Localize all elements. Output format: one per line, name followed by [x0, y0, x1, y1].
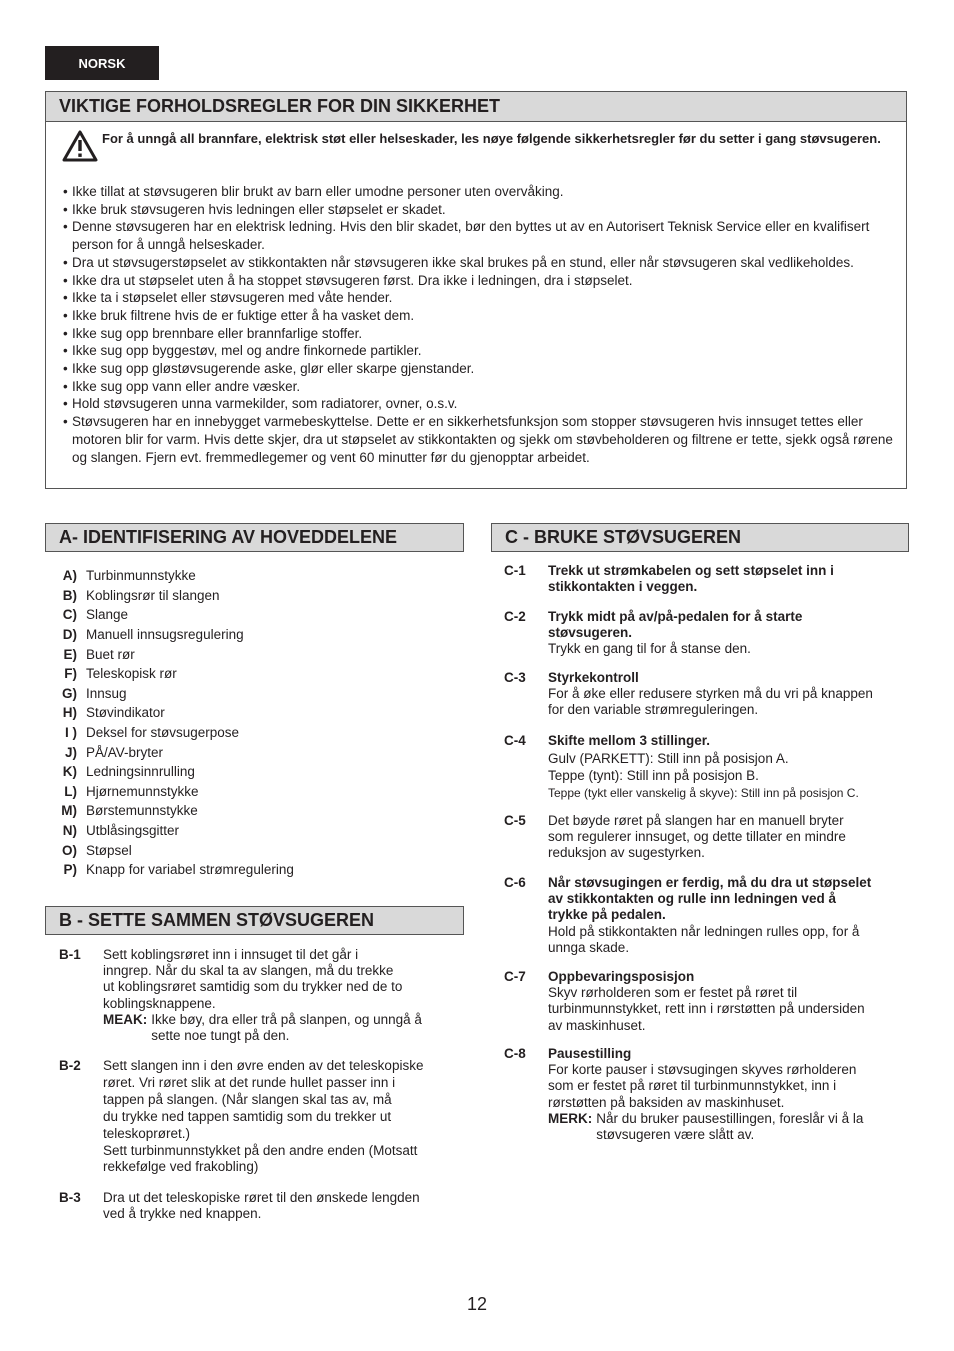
step-number: C-2	[504, 609, 526, 624]
part-text: Støpsel	[86, 842, 132, 858]
step-number: C-5	[504, 813, 526, 828]
note-line: Ikke bøy, dra eller trå på slanpen, og unngå å	[151, 1011, 422, 1027]
note-label: MEAK:	[103, 1011, 148, 1027]
step-number: B-1	[59, 947, 81, 962]
step-number: B-3	[59, 1190, 81, 1205]
step-line: ved å trykke ned knappen.	[103, 1206, 262, 1222]
part-label: N)	[62, 823, 77, 839]
part-item	[52, 840, 452, 860]
step-line: unnga skade.	[548, 939, 630, 955]
step-line: du trykke ned tappen samtidig som du trekker ut	[103, 1108, 392, 1124]
note-label: MERK:	[548, 1110, 593, 1126]
part-item	[52, 762, 452, 782]
page-number: 12	[466, 1294, 488, 1314]
note-line: sette noe tungt på den.	[151, 1028, 290, 1044]
part-label: C)	[62, 607, 77, 623]
step-c3	[504, 670, 904, 719]
step-line: Når støvsugingen er ferdig, må du dra ut støpselet	[548, 875, 872, 890]
step-line: stikkontakten i veggen.	[548, 579, 698, 595]
step-c4	[504, 732, 904, 802]
part-label: H)	[62, 705, 77, 721]
part-item	[52, 801, 452, 821]
safety-item: • Denne støvsugeren har en elektrisk ledning. Hvis den blir skadet, bør den byttes ut av en Autorisert Teknisk Service eller en kvalifisert person for å unngå helseskader.	[60, 218, 902, 253]
part-item	[52, 605, 452, 625]
step-line: Trykk en gang til for å stanse den.	[548, 641, 751, 657]
part-item	[52, 782, 452, 802]
part-item	[52, 860, 452, 880]
warning-triangle-icon	[62, 130, 98, 162]
warning-row	[62, 130, 892, 162]
step-c1	[504, 563, 904, 595]
safety-box	[45, 91, 907, 489]
step-line: støvsugeren.	[548, 625, 633, 641]
part-text: Knapp for variabel strømregulering	[86, 862, 294, 878]
part-label: K)	[62, 764, 77, 780]
safety-item: • Dra ut støvsugerstøpselet av stikkontakten når støvsugeren ikke skal brukes på en stund, eller når støvsugeren skal vedlikeholdes.	[60, 254, 902, 272]
step-line: av stikkontakten og rulle inn ledningen ved å	[548, 891, 837, 907]
step-number: C-8	[504, 1046, 526, 1061]
part-item	[52, 644, 452, 664]
step-line: Sett turbinmunnstykket på den andre enden (Motsatt	[103, 1142, 418, 1158]
step-line: røret. Vri røret slik at det runde hullet passer inn i	[103, 1074, 396, 1090]
part-text: Deksel for støvsugerpose	[86, 725, 240, 741]
part-label: D)	[62, 627, 77, 643]
warning-text: For å unngå all brannfare, elektrisk støt eller helseskader, les nøye følgende sikkerhetsregler før du setter i gang støvsugeren.	[102, 131, 881, 146]
part-label: E)	[63, 646, 77, 662]
part-text: Turbinmunnstykke	[86, 568, 196, 584]
step-line: reduksjon av sugestyrken.	[548, 845, 705, 861]
step-line: For å øke eller redusere styrken må du vri på knappen	[548, 686, 873, 702]
step-line: som er festet på røret til turbinmunnstykket, inn i	[548, 1078, 837, 1094]
language-tab: NORSK	[45, 46, 159, 80]
step-line: Skifte mellom 3 stillinger.	[548, 733, 711, 748]
part-text: Børstemunnstykke	[86, 803, 198, 819]
part-label: A)	[62, 568, 77, 584]
part-label: B)	[62, 587, 77, 603]
safety-item: • Ikke sug opp brennbare eller brannfarlige stoffer.	[60, 325, 902, 343]
part-label: M)	[61, 803, 77, 819]
step-line: Trykk midt på av/på-pedalen for å starte	[548, 609, 803, 624]
step-c5	[504, 813, 904, 862]
step-line: som regulerer innsuget, og dette tillater en mindre	[548, 829, 846, 845]
step-b2	[59, 1058, 459, 1176]
step-line: tappen på slangen. (Når slangen skal tas av, må	[103, 1091, 392, 1107]
part-text: Hjørnemunnstykke	[86, 783, 199, 799]
step-line: inngrep. Når du skal ta av slangen, må du trekke	[103, 963, 394, 979]
safety-item: • Ikke sug opp gløstøvsugerende aske, glør eller skarpe gjenstander.	[60, 360, 902, 378]
part-text: Manuell innsugsregulering	[86, 627, 244, 643]
safety-item: • Ikke sug opp byggestøv, mel og andre finkornede partikler.	[60, 342, 902, 360]
step-line: Pausestilling	[548, 1046, 632, 1061]
step-line: Sett slangen inn i den øvre enden av det teleskopiske	[103, 1058, 424, 1073]
safety-title: VIKTIGE FORHOLDSREGLER FOR DIN SIKKERHET	[46, 92, 906, 122]
step-number: C-3	[504, 670, 526, 685]
step-line: rørstøtten på baksiden av maskinhuset.	[548, 1094, 785, 1110]
step-c2	[504, 609, 904, 658]
step-line: Teppe (tykt eller vanskelig å skyve): Still inn på posisjon C.	[548, 785, 859, 800]
step-line: Det bøyde røret på slangen har en manuell bryter	[548, 813, 844, 828]
step-line: Teppe (tynt): Still inn på posisjon B.	[548, 768, 759, 783]
part-label: L)	[64, 783, 77, 799]
parts-list	[52, 566, 452, 880]
step-line: teleskoprøret.)	[103, 1125, 191, 1141]
section-b-title: B - SETTE SAMMEN STØVSUGEREN	[45, 906, 464, 935]
note-line: støvsugeren være slått av.	[596, 1127, 755, 1143]
part-text: Utblåsingsgitter	[86, 823, 180, 839]
step-line: for den variable strømreguleringen.	[548, 702, 759, 718]
step-line: Dra ut det teleskopiske røret til den ønskede lengden	[103, 1190, 420, 1205]
part-item	[52, 566, 452, 586]
part-item	[52, 586, 452, 606]
section-a-title: A- IDENTIFISERING AV HOVEDDELENE	[45, 523, 464, 552]
part-item	[52, 664, 452, 684]
part-label: J)	[64, 744, 77, 760]
step-line: trykke på pedalen.	[548, 907, 666, 923]
step-line: koblingsknappene.	[103, 995, 216, 1011]
step-line: Hold på stikkontakten når ledningen rulles opp, for å	[548, 923, 860, 939]
part-label: P)	[63, 862, 77, 878]
part-text: Teleskopisk rør	[86, 666, 177, 682]
part-label: F)	[64, 666, 77, 682]
part-label: I )	[65, 725, 77, 741]
step-b1	[59, 947, 459, 1044]
safety-item: • Ikke tillat at støvsugeren blir brukt av barn eller umodne personer uten overvåking.	[60, 183, 902, 201]
step-number: C-6	[504, 875, 526, 890]
step-line: Oppbevaringsposisjon	[548, 969, 695, 984]
part-item	[52, 703, 452, 723]
section-c-title: C - BRUKE STØVSUGEREN	[491, 523, 909, 552]
step-line: Skyv rørholderen som er festet på røret til	[548, 985, 798, 1001]
step-line: Styrkekontroll	[548, 670, 639, 685]
safety-item: • Hold støvsugeren unna varmekilder, som radiatorer, ovner, o.s.v.	[60, 395, 902, 413]
part-text: Slange	[86, 607, 129, 623]
safety-item: • Ikke bruk filtrene hvis de er fuktige etter å ha vasket dem.	[60, 307, 902, 325]
step-line: For korte pauser i støvsugingen skyves rørholderen	[548, 1062, 857, 1078]
safety-list	[60, 183, 902, 466]
part-text: Ledningsinnrulling	[86, 764, 195, 780]
part-item	[52, 723, 452, 743]
part-text: Koblingsrør til slangen	[86, 587, 220, 603]
step-line: turbinmunnstykket, rett inn i rørstøtten på undersiden	[548, 1001, 865, 1017]
safety-item: • Ikke dra ut støpselet uten å ha stoppet støvsugeren først. Dra ikke i ledningen, dra i støpselet.	[60, 272, 902, 290]
step-line: Gulv (PARKETT): Still inn på posisjon A.	[548, 750, 789, 766]
step-line: Sett koblingsrøret inn i innsuget til det går i	[103, 947, 359, 962]
safety-item: • Ikke bruk støvsugeren hvis ledningen eller støpselet er skadet.	[60, 201, 902, 219]
part-label: G)	[62, 685, 77, 701]
step-number: C-7	[504, 969, 526, 984]
step-c6	[504, 875, 904, 956]
step-number: C-1	[504, 563, 526, 578]
safety-item: • Ikke sug opp vann eller andre væsker.	[60, 378, 902, 396]
step-line: Trekk ut strømkabelen og sett støpselet inn i	[548, 563, 834, 578]
step-c8	[504, 1046, 904, 1143]
safety-item: • Støvsugeren har en innebygget varmebeskyttelse. Dette er en sikkerhetsfunksjon som stopper støvsugeren hvis innsuget tettes eller motoren blir for varm. Hvis dette skjer, dra ut støpselet av stikkontakten og sjekk om støvbeholderen og filtrene er tette, sjekk også rørene og slangen. Fjern evt. fremmedlegemer og vent 60 minutter før du gjenopptar arbeidet.	[60, 413, 902, 466]
part-item	[52, 625, 452, 645]
step-c7	[504, 969, 904, 1034]
part-text: PÅ/AV-bryter	[86, 744, 164, 760]
part-text: Støvindikator	[86, 705, 165, 721]
part-text: Innsug	[86, 685, 127, 701]
step-number: C-4	[504, 733, 526, 748]
step-line: rekkefølge ved frakobling)	[103, 1159, 259, 1175]
safety-item: • Ikke ta i støpselet eller støvsugeren med våte hender.	[60, 289, 902, 307]
step-line: ut koblingsrøret samtidig som du trykker ned de to	[103, 979, 403, 995]
part-item	[52, 821, 452, 841]
step-line: av maskinhuset.	[548, 1017, 646, 1033]
part-label: O)	[62, 842, 77, 858]
step-number: B-2	[59, 1058, 81, 1073]
step-b3	[59, 1190, 459, 1222]
note-line: Når du bruker pausestillingen, foreslår vi å la	[596, 1110, 864, 1126]
part-text: Buet rør	[86, 646, 135, 662]
part-item	[52, 684, 452, 704]
part-item	[52, 742, 452, 762]
